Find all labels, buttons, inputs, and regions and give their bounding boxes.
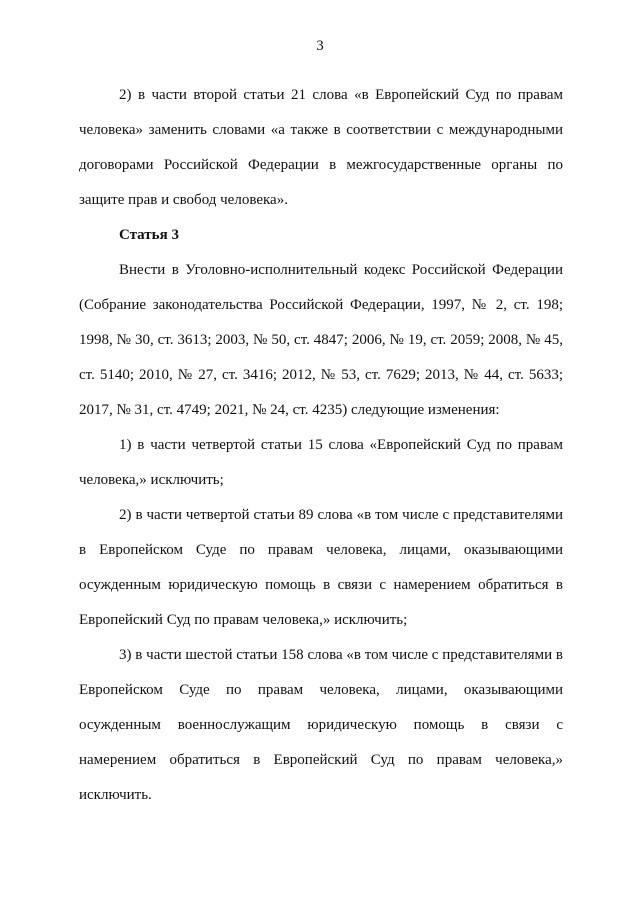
paragraph-article-15-amendment: 1) в части четвертой статьи 15 слова «Европейский Суд по правам человека,» исключить;	[79, 437, 563, 488]
paragraph-article-89-amendment: 2) в части четвертой статьи 89 слова «в том числе с представителями в Европейском Суде по правам человека, лицами, оказывающими осужденным юридическую помощь в связи с намерением обратиться в Европейский Суд по правам человека,» исключить;	[79, 507, 563, 628]
paragraph-article-158-amendment: 3) в части шестой статьи 158 слова «в том числе с представителями в Европейском Суде по правам человека, лицами, оказывающими осужденным военнослужащим юридическую помощь в связи с намерением обратиться в Европейский Суд по правам человека,» исключить.	[79, 647, 563, 803]
page-number: 3	[316, 38, 324, 54]
paragraph-article-21-amendment: 2) в части второй статьи 21 слова «в Европейский Суд по правам человека» заменить словами «а также в соответствии с международными договорами Российской Федерации в межгосударственные органы по защите прав и свобод человека».	[79, 87, 563, 208]
document-body	[79, 78, 563, 813]
paragraph-article-3-intro: Внести в Уголовно-исполнительный кодекс Российской Федерации (Собрание законодательства Российской Федерации, 1997, № 2, ст. 198; 1998, № 30, ст. 3613; 2003, № 50, ст. 4847; 2006, № 19, ст. 2059; 2008, № 45, ст. 5140; 2010, № 27, ст. 3416; 2012, № 53, ст. 7629; 2013, № 44, ст. 5633; 2017, № 31, ст. 4749; 2021, № 24, ст. 4235) следующие изменения:	[79, 262, 563, 418]
article-3-heading: Статья 3	[119, 227, 179, 243]
